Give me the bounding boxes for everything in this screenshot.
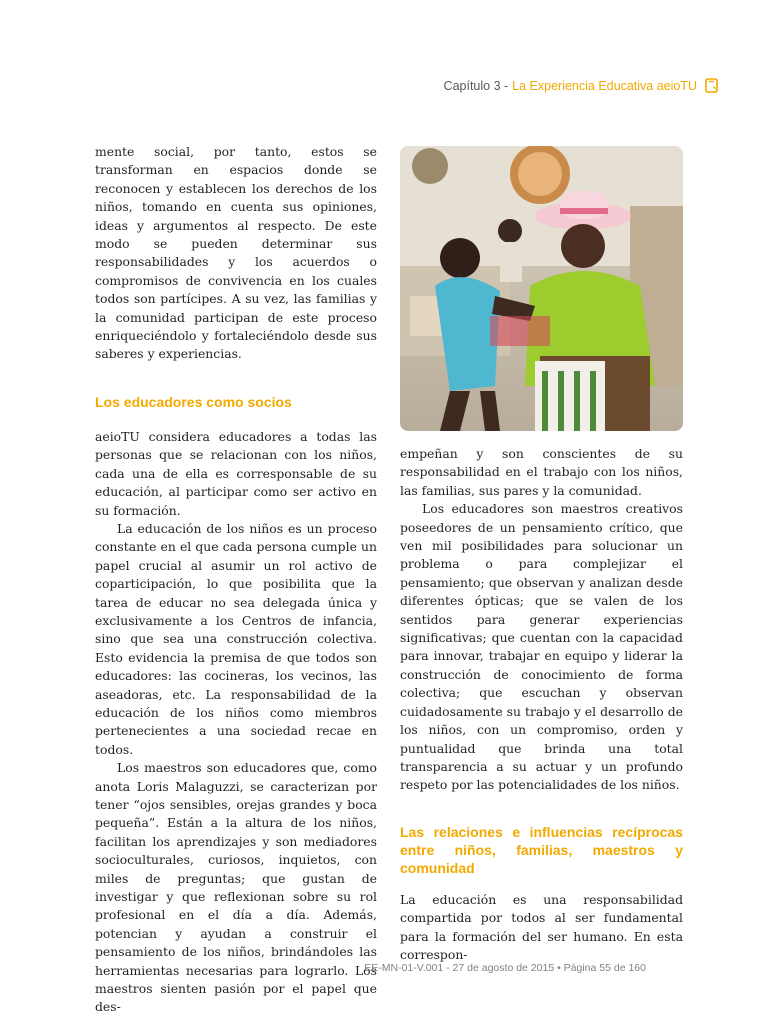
paragraph: mente social, por tanto, estos se transforman en espacios donde se reconocen y establecen los derechos de los niños, tomando en cuenta sus opiniones, ideas y argumentos al respecto. De este modo se pueden determinar sus responsabilidades y los acuerdos o compromisos de convivencia en los cuales todos son partícipes. A su vez, las familias y la comunidad participan de este proceso enriqueciéndolo y fortaleciéndolo desde sus saberes y experiencias. (95, 144, 377, 362)
running-header (444, 78, 718, 93)
section-heading: Los educadores como socios (95, 393, 292, 410)
right-column (400, 445, 683, 964)
left-column (95, 143, 377, 1017)
paragraph: La educación de los niños es un proceso constante en el que cada persona cumple un papel crucial al asumir un rol activo de coparticipación, lo que posibilita que la tarea de educar no sea delegada única y exclusivamente a los Centros de infancia, sino que sea una construcción colectiva. Esto evidencia la premisa de que todos son educadores: las cocineras, los vecinos, las aseadoras, etc. La responsabilidad de la educación de los niños como miembros pertenecientes a una sociedad recae en todos. (95, 520, 377, 757)
page-footer: EE-MN-01-V.001 - 27 de agosto de 2015 • Página 55 de 160 (364, 962, 646, 974)
paragraph: La educación es una responsabilidad compartida por todos al ser fundamental para la formación del ser humano. En esta correspon- (400, 891, 683, 962)
paragraph: Los educadores son maestros creativos poseedores de un pensamiento crítico, que ven mil posibilidades para solucionar un problema o para complejizar el pensamiento; que observan y analizan desde diferentes ópticas; que se valen de los sentidos para generar experiencias significativas; que cuentan con la capacidad para innovar, trabajar en equipo y liderar la construcción de conocimiento de forma colectiva; que escuchan y observan cuidadosamente su trabajo y el desarrollo de los niños, con un compromiso, orden y puntualidad que brinda una total transparencia a su actuar y un profundo respeto por las potencialidades de los niños. (400, 501, 683, 793)
paragraph: aeioTU considera educadores a todas las personas que se relacionan con los niños, cada una de ella es corresponsable de su educación, al participar como ser activo en su formación. (95, 428, 377, 518)
chapter-label: Capítulo 3 - (443, 78, 509, 93)
document-icon (705, 78, 718, 93)
classroom-photo (400, 146, 683, 431)
section-title: La Experiencia Educativa aeioTU (512, 78, 697, 93)
section-heading: Las relaciones e influencias recíprocas entre niños, familias, maestros y comunidad (400, 823, 683, 876)
paragraph: Los maestros son educadores que, como anota Loris Malaguzzi, se caracterizan por tener “ojos sensibles, orejas grandes y boca pequeña”. Están a la altura de los niños, facilitan los aprendizajes y son mediadores socioculturales, curiosos, inquietos, con miles de preguntas; que gustan de investigar y que reflexionan sobre su rol profesional en el día a día. Además, potencian y ayudan a construir el pensamiento de los niños, brindándoles las herramientas necesarias para lograrlo. Los maestros sienten pasión por el papel que des- (95, 760, 377, 1015)
paragraph: empeñan y son conscientes de su responsabilidad en el trabajo con los niños, las familias, sus pares y la comunidad. (400, 446, 683, 498)
